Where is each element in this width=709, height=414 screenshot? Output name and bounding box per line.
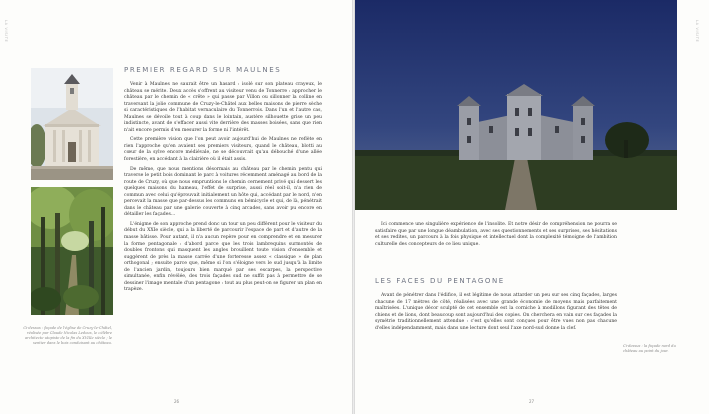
chateau-photo <box>355 0 677 210</box>
page-number: 26 <box>174 399 180 404</box>
section-heading: PREMIER REGARD SUR MAULNES <box>124 66 282 74</box>
photo-caption: Ci-dessus : façade de l'église de Cruzy-le-Châtel, réalisée par Claude Nicolas Ledoux, le célèbre architecte utopiste de la fin du XVIIIe siècle ; le sentier dans le bois conduisant au château. <box>23 326 112 345</box>
paragraph: Cette première vision que l'on peut avoir aujourd'hui de Maulnes ne reflète en rien l'approche qu'en avaient ses premiers visiteurs, quand le château, blotti au cœur de la sylve encore médiévale, ne se découvrait qu'au débouché d'une allée forestière, en accédant à la clairière où il était assis. <box>124 137 322 163</box>
church-photo <box>31 68 113 180</box>
page-number: 27 <box>529 399 535 404</box>
right-page <box>355 0 709 414</box>
body-text <box>375 293 617 335</box>
intro-text <box>375 222 617 251</box>
section-heading: LES FACES DU PENTAGONE <box>375 277 505 285</box>
photo-caption: Ci-dessus : la façade nord du château au point du jour. <box>623 344 676 353</box>
running-head: LA VISITE <box>4 20 8 43</box>
paragraph: Venir à Maulnes ne saurait être un hasard : isolé sur son plateau crayeux, le château se mérite. Deux accès s'offrent au visiteur venu de Tonnerre : approcher le château par le chemin de « crête » qui passe par Villon ou sillonner la colline en traversant la jolie commune de Cruzy-le-Châtel aux belles maisons de pierre sèche si caractéristiques de l'habitat vernaculaire du Tonnerrois. Dans l'un et l'autre cas, Maulnes se dévoile tout à coup dans le lointain, austère silhouette grise un peu indistincte, avant de s'effacer aussi vite derrière des masses boisées, sans que rien n'ait encore permis d'en mesurer la forme ni l'intérêt. <box>124 82 322 133</box>
body-text <box>124 82 322 297</box>
paragraph: Ici commence une singulière expérience de l'insolite. Et notre désir de compréhension ne pourra se satisfaire que par une longue déambulation, avec ses questionnements et ses surprises, ses hésitations et ses redites, un parcours à la fois physique et intellectuel dont la complexité témoigne de l'ambition culturelle des concepteurs de ce lieu unique. <box>375 222 617 247</box>
paragraph: Avant de pénétrer dans l'édifice, il est légitime de nous attarder un peu sur ses cinq façades, larges chacune de 17 mètres de côté, réalisées avec une grande économie de moyens mais parfaitement maîtrisées. L'unique décor sculpté de cet ensemble est la corniche à modillons figurant des têtes de chiens et de lions, dont beaucoup sont aujourd'hui des copies. On cherchera en vain sur ces façades la symétrie traditionnellement attendue : c'est qu'elles sont conçues pour être vues non pas chacune d'elles indépendamment, mais dans une lecture dont seul l'axe nord-sud donne la clef. <box>375 293 617 331</box>
forest-path-photo <box>31 187 113 315</box>
paragraph: De même, que nous mentions désormais au château par le chemin pentu qui traverse le petit bois dominant le parc à voitures récemment aménagé au bord de la route de Cruzy, où que nous empruntions le chemin cernement privé qui dessert les quelques maisons du hameau, l'effet de surprise, aussi réel soit-il, n'a rien de commun avec celui qu'éprouvait initialement un hôte qui, accédant par le nord, n'en percevait la masse que par-dessus les communs en bémicycle et qui, de là, pénétrait dans le château par une galerie couverte à cinq arcades, sans avoir pu encore en détailler les façades… <box>124 166 322 218</box>
paragraph: L'énigme de son approche prend donc un tour un peu différent pour le visiteur du début du XXIe siècle, qui a la liberté de parcourir l'espace de part et d'autre de la masse bâtisse. Pour autant, il n'a aucun repère pour en comprendre et en mesurer la forme pentagonale : d'abord parce que les trois lambrequins surmontés de doubles frontons qui masquent les angles brouillent toute vision d'ensemble et suggèrent de près la masse carrée d'une forteresse assez « classique » de plan orthogonal ; ensuite parce que, même si l'on s'éloigne vers le sud jusqu'à la limite de l'ancien jardin, toujours bien marqué par ses escarpes, la perspective simultanée, enfin révélée, des trois façades sud ne suffit pas à permettre de se dessiner l'image mentale d'un pentagone : tout au plus peut-on se figurer un plan en trapèze. <box>124 221 322 293</box>
running-head: LA VISITE <box>695 20 699 43</box>
left-page <box>0 0 352 414</box>
